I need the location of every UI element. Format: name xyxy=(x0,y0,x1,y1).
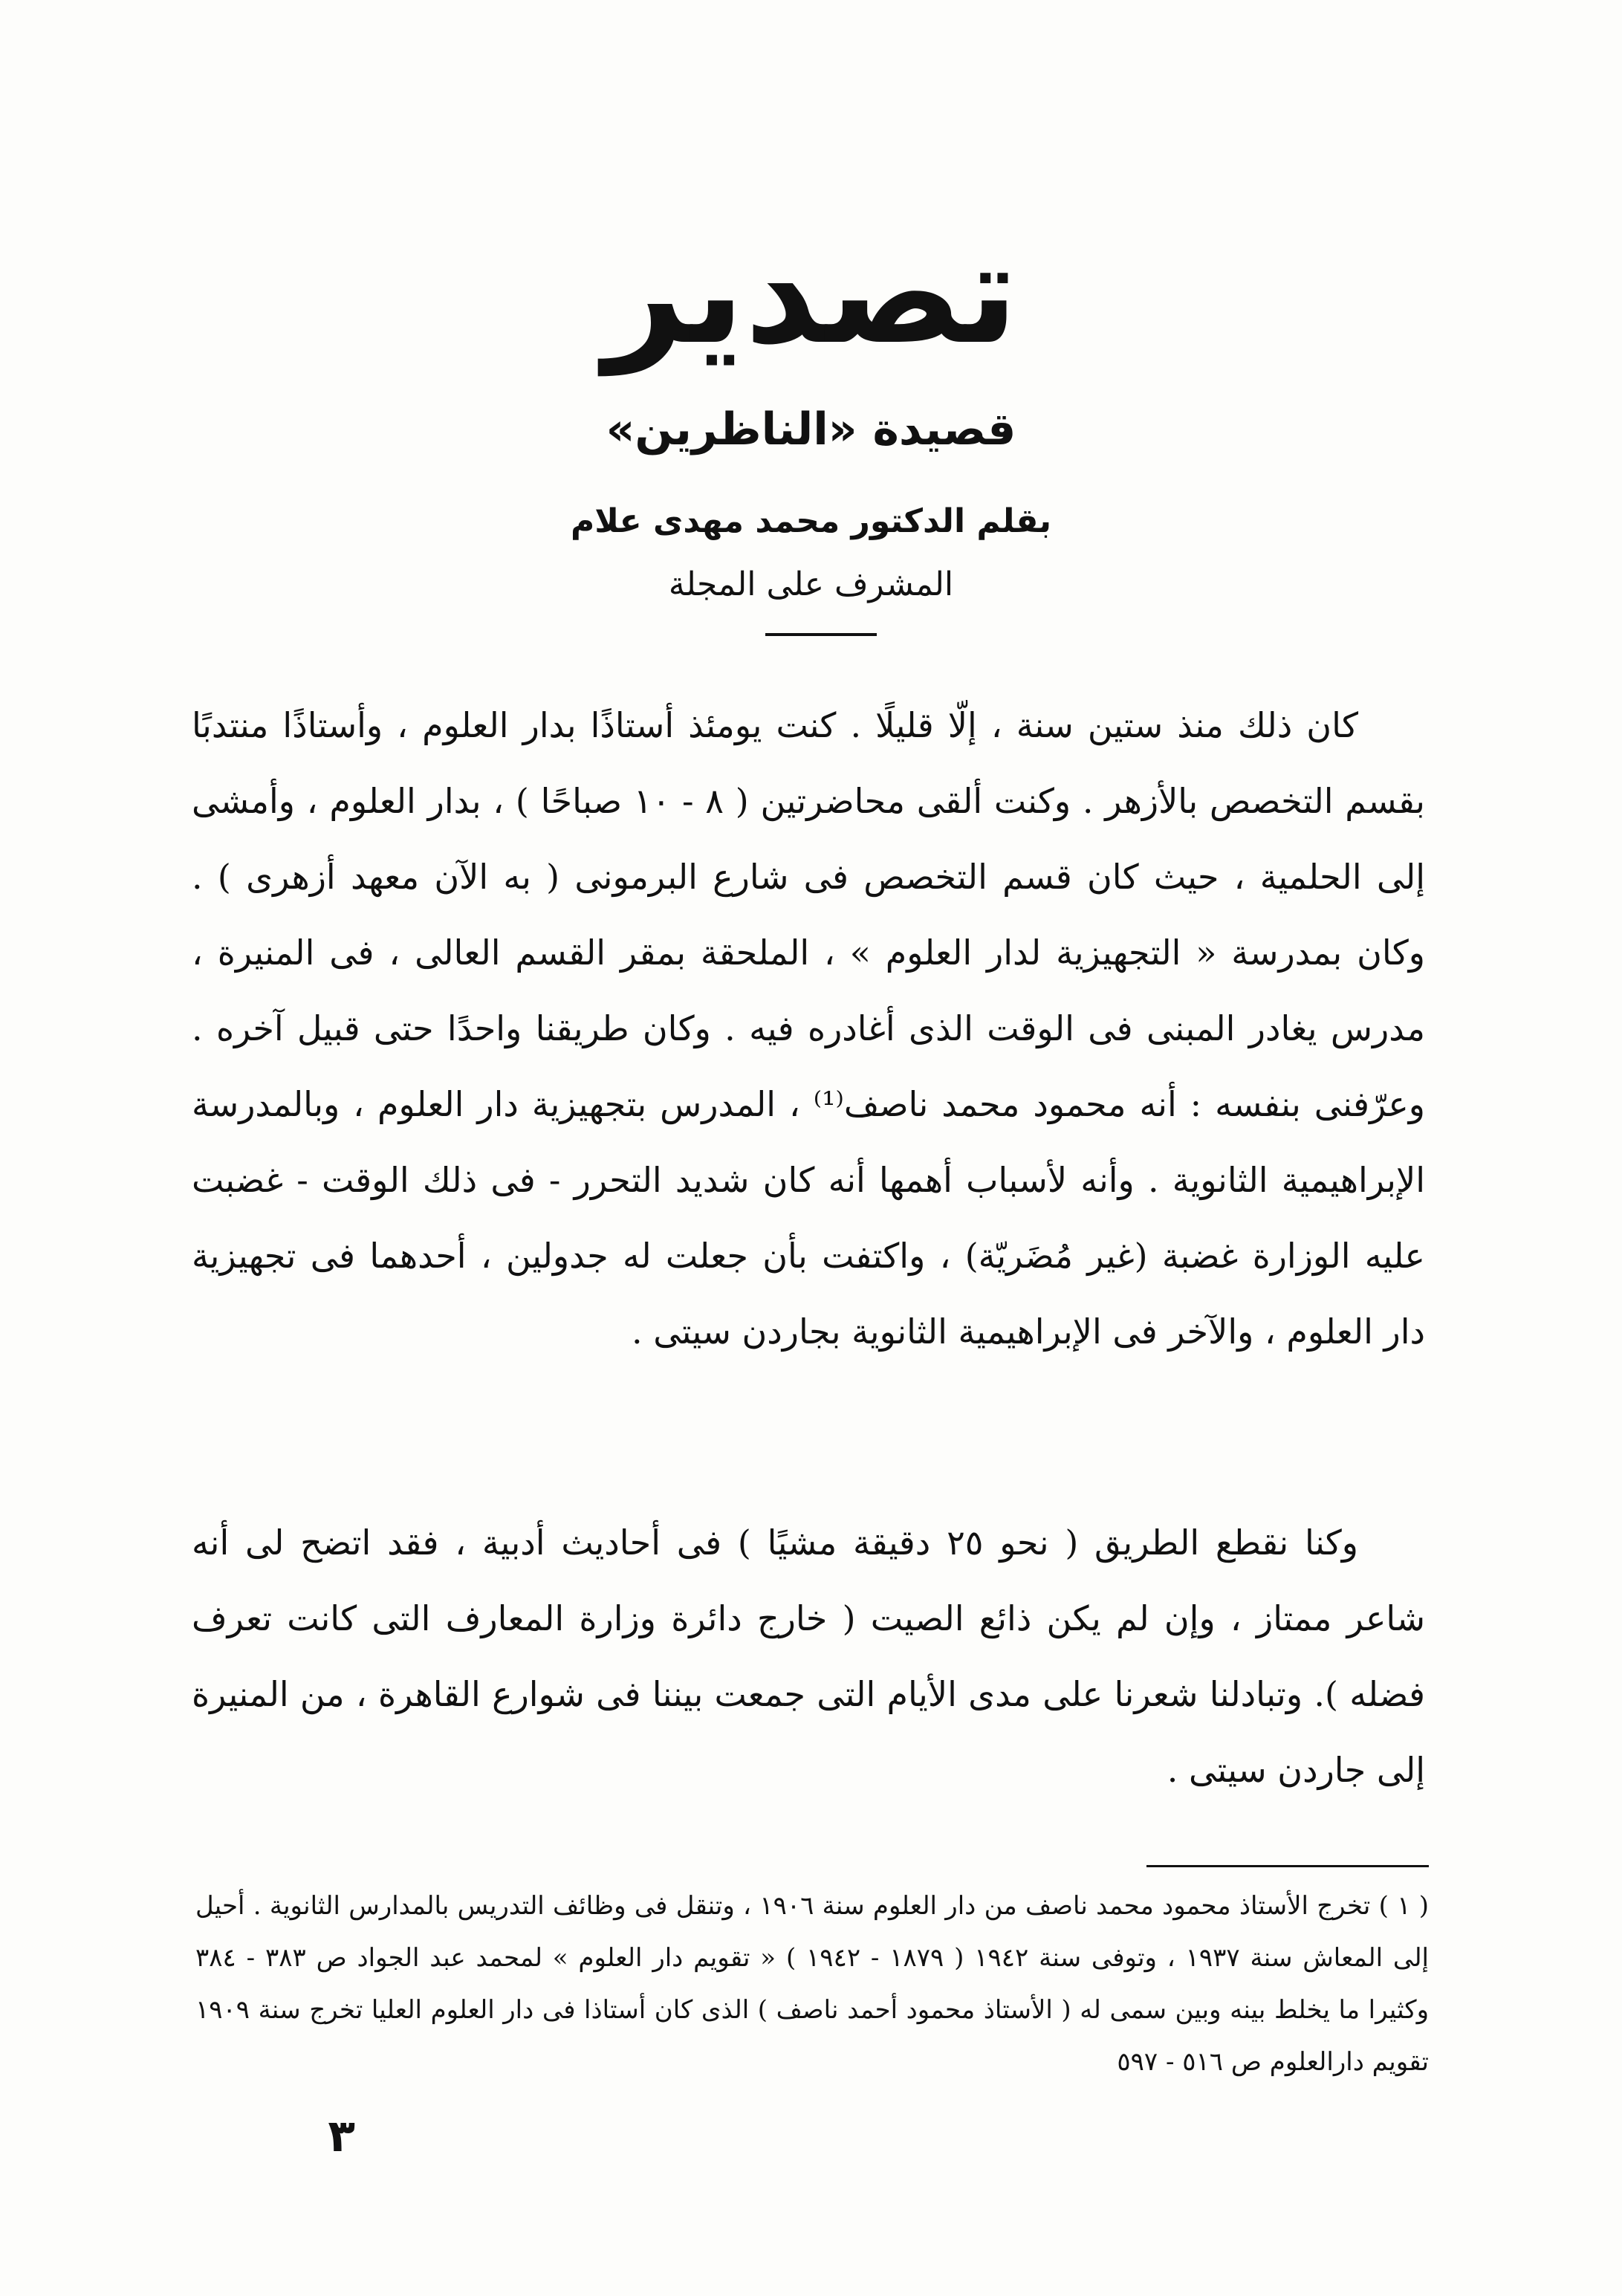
body-paragraph-2: وكنا نقطع الطريق ( نحو ٢٥ دقيقة مشيًا ) فى أحاديث أدبية ، فقد اتضح لى أنه شاعر ممتاز ، وإن لم يكن ذائع الصيت ( خارج دائرة وزارة المعارف التى كانت تعرف فضله ). وتبادلنا شعرنا على مدى الأيام التى جمعت بيننا فى شوارع القاهرة ، من المنيرة إلى جاردن سيتى . xyxy=(192,1522,1425,1790)
page-title: تصدير xyxy=(603,211,1019,375)
author-line: بقلم الدكتور محمد مهدى علام xyxy=(570,502,1052,540)
title-divider xyxy=(765,633,877,636)
footnote: ( ١ ) تخرج الأستاذ محمود محمد ناصف من دار العلوم سنة ١٩٠٦ ، وتنقل فى وظائف التدريس بالمدارس الثانوية . أحيل إلى المعاش سنة ١٩٣٧ ، وتوفى سنة ١٩٤٢ ( ١٨٧٩ - ١٩٤٢ ) « تقويم دار العلوم » لمحمد عبد الجواد ص ٣٨٣ - ٣٨٤ وكثيرا ما يخلط بينه وبين سمى له ( الأستاذ محمود أحمد ناصف ) الذى كان أستاذا فى دار العلوم العليا تخرج سنة ١٩٠٩ تقويم دارالعلوم ص ٥١٦ - ٥٩٧ xyxy=(195,1891,1430,2077)
page-number: ٣ xyxy=(328,2110,355,2162)
body-paragraph-1: كان ذلك منذ ستين سنة ، إلّا قليلًا . كنت يومئذ أستاذًا بدار العلوم ، وأستاذًا منتدبًا بقسم التخصص بالأزهر . وكنت ألقى محاضرتين ( ٨ - ١٠ صباحًا ) ، بدار العلوم ، وأمشى إلى الحلمية ، حيث كان قسم التخصص فى شارع البرمونى ( به الآن معهد أزهرى ) . وكان بمدرسة « التجهيزية لدار العلوم » ، الملحقة بمقر القسم العالى ، فى المنيرة ، مدرس يغادر المبنى فى الوقت الذى أغادره فيه . وكان طريقنا واحدًا حتى قبيل آخره . وعرّفنى بنفسه : أنه محمود محمد ناصف⁽¹⁾ ، المدرس بتجهيزية دار العلوم ، وبالمدرسة الإبراهيمية الثانوية . وأنه لأسباب أهمها أنه كان شديد التحرر - فى ذلك الوقت - غضبت عليه الوزارة غضبة (غير مُضَريّة) ، واكتفت بأن جعلت له جدولين ، أحدهما فى تجهيزية دار العلوم ، والآخر فى الإبراهيمية الثانوية بجاردن سيتى . xyxy=(192,705,1426,1352)
author-role: المشرف على المجلة xyxy=(668,565,954,603)
footnote-divider xyxy=(1146,1865,1429,1867)
poem-subtitle: قصيدة «الناظرين» xyxy=(606,403,1016,455)
